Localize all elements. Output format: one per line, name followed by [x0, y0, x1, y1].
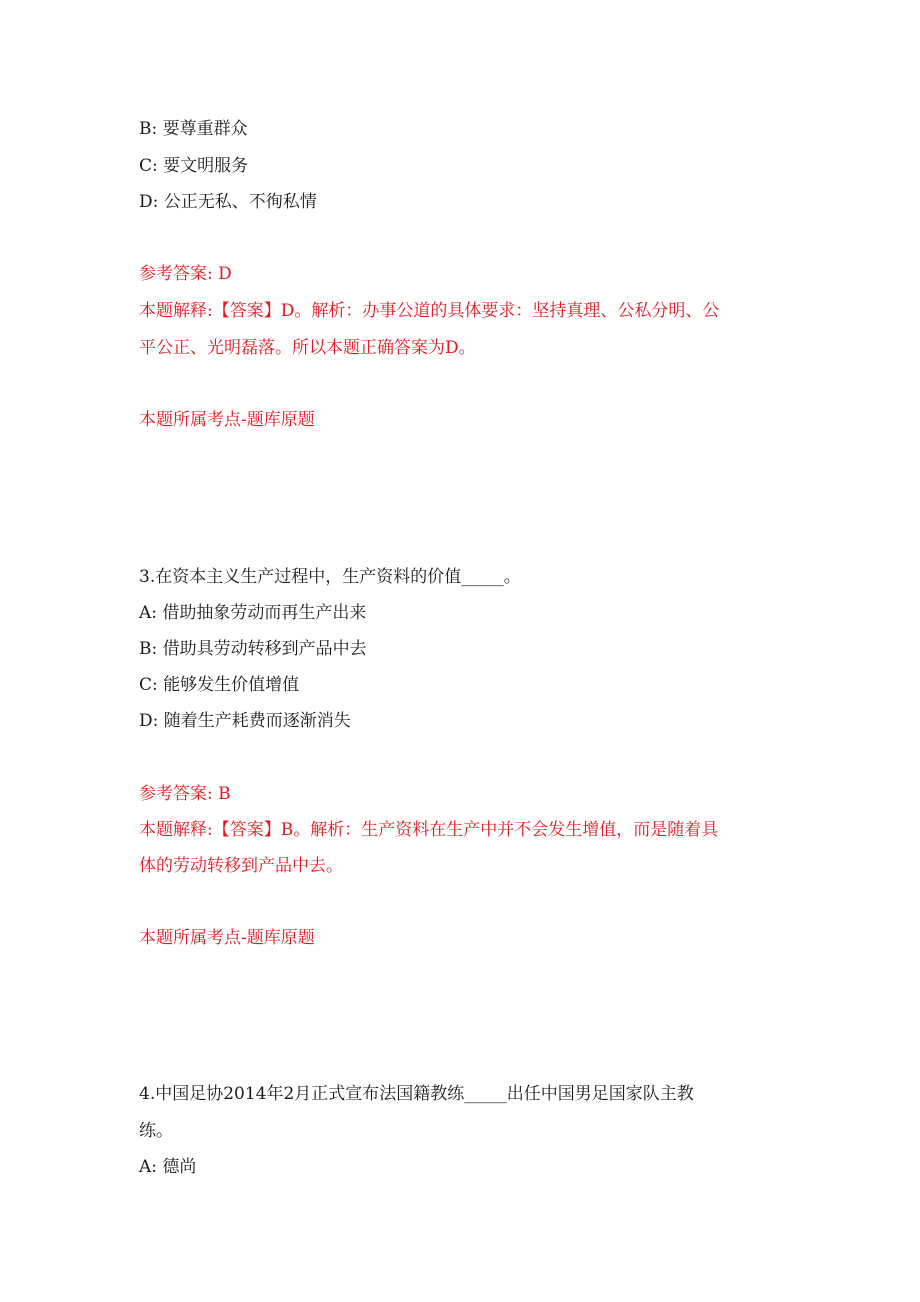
q3-answer: 参考答案: B	[139, 784, 231, 804]
q2-option-b: B: 要尊重群众	[139, 119, 248, 139]
q2-explanation-line1: 本题解释:【答案】D。解析：办事公道的具体要求：坚持真理、公私分明、公	[139, 301, 720, 321]
q2-answer: 参考答案: D	[139, 264, 232, 284]
q3-explanation-line2: 体的劳动转移到产品中去。	[139, 856, 343, 876]
q4-question-line1: 4.中国足协2014年2月正式宣布法国籍教练_____出任中国男足国家队主教	[139, 1084, 694, 1104]
q2-topic: 本题所属考点-题库原题	[139, 410, 315, 430]
q3-option-a: A: 借助抽象劳动而再生产出来	[139, 603, 367, 623]
q4-question-line2: 练。	[139, 1121, 173, 1141]
q2-option-c: C: 要文明服务	[139, 156, 249, 176]
q3-question: 3.在资本主义生产过程中，生产资料的价值_____。	[139, 567, 521, 587]
q3-topic: 本题所属考点-题库原题	[139, 928, 315, 948]
q3-option-d: D: 随着生产耗费而逐渐消失	[139, 711, 351, 731]
q2-explanation-line2: 平公正、光明磊落。所以本题正确答案为D。	[139, 338, 476, 358]
q3-option-b: B: 借助具劳动转移到产品中去	[139, 639, 367, 659]
q3-option-c: C: 能够发生价值增值	[139, 675, 300, 695]
q2-option-d: D: 公正无私、不徇私情	[139, 192, 317, 212]
q3-explanation-line1: 本题解释:【答案】B。解析：生产资料在生产中并不会发生增值，而是随着具	[139, 820, 719, 840]
q4-option-a: A: 德尚	[139, 1157, 197, 1177]
